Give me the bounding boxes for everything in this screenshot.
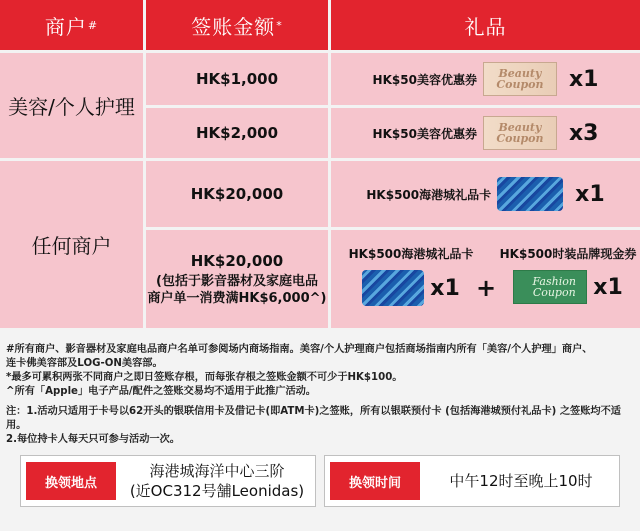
gift-card-icon [362,270,424,306]
redemption-location-label [26,462,116,500]
gift-row-4-a-label: HK$500海港城礼品卡 [348,247,474,261]
merchant-beauty-label: 美容/个人护理 [8,95,135,119]
terms-notes [6,343,634,447]
beauty-coupon-icon [483,116,557,150]
gift-row-1-qty: x1 [568,66,599,92]
gift-row-3-label: HK$500海港城礼品卡 [366,187,492,202]
note-5: 2.每位持卡人每天只可参与活动一次。 [6,434,180,445]
note-3: ^所有「Apple」电子产品/配件之签账交易均不适用于此推广活动。 [6,386,316,397]
gift-row-1-label: HK$50美容优惠券 [372,72,477,87]
amount-row-4-label: HK$20,000 [190,251,284,270]
fashion-coupon-icon [513,270,587,304]
amount-row-2 [146,108,328,158]
amount-row-2-label: HK$2,000 [195,124,279,142]
header-merchant-label: 商户 [44,14,87,39]
gift-row-3 [331,161,640,227]
redemption-location-label-text: 换领地点 [44,475,97,491]
merchant-any-label: 任何商户 [31,234,112,258]
amount-row-4-note-2: 商户单一消费满HK$6,000^) [147,290,327,306]
beauty-coupon-line2: Coupon [496,132,544,145]
beauty-coupon-icon [483,62,557,96]
gift-plus: + [476,274,497,302]
header-amount-label: 签账金额 [191,14,276,39]
gift-row-2-qty: x3 [568,120,599,146]
amount-row-1 [146,53,328,105]
note-2: *最多可累积两张不同商户之即日签账存根，而每张存根之签账金额不可少于HK$100。 [6,372,403,383]
redemption-time-value [422,455,620,507]
merchant-beauty [0,53,143,158]
beauty-coupon-line1: Beauty [498,67,542,80]
gift-row-4-b-label: HK$500时装品牌现金券 [499,247,637,261]
amount-row-3 [146,161,328,227]
beauty-coupon-line2: Coupon [496,78,544,91]
redemption-location-line1: 海港城海洋中心三阶 [149,462,285,480]
redemption-time-label [330,462,420,500]
amount-row-3-label: HK$20,000 [190,185,284,203]
beauty-coupon-line1: Beauty [498,121,542,134]
fashion-coupon-line1: Fashion [532,275,576,288]
redemption-location-value [118,455,316,507]
gift-row-2 [331,108,640,158]
amount-row-4-note-1: (包括于影音器材及家庭电品 [156,273,318,289]
header-merchant-mark: # [87,18,99,32]
header-merchant [0,0,143,50]
redemption-location-line2: (近OC312号舗Leonidas) [129,482,305,500]
gift-row-4 [331,230,640,328]
merchant-any [0,161,143,328]
redemption-time-text: 中午12时至晚上10时 [449,472,593,490]
fashion-coupon-line2: Coupon [532,286,576,299]
header-amount [146,0,328,50]
note-1b: 连卡佛美容部及LOG-ON美容部。 [6,358,163,369]
header-gift [331,0,640,50]
gift-row-3-qty: x1 [575,181,605,207]
header-amount-mark: * [276,18,283,32]
gift-row-4-a-qty: x1 [430,275,460,301]
gift-row-1 [331,53,640,105]
redemption-time-label-text: 换领时间 [348,475,401,491]
amount-row-1-label: HK$1,000 [195,70,279,88]
note-1: #所有商户、影音器材及家庭电品商户名单可参阅场内商场指南。美容/个人护理商户包括商场指南内所有「美容/个人护理」商户、 [6,344,593,355]
gift-row-2-label: HK$50美容优惠券 [372,126,477,141]
gift-card-icon [497,177,563,211]
note-4: 注：1.活动只适用于卡号以62开头的银联信用卡及借记卡(即ATM卡)之签账，所有以银联预付卡 (包括海港城预付礼品卡) 之签账均不适用。 [6,406,621,431]
amount-row-4 [146,230,328,328]
gift-row-4-b-qty: x1 [593,274,623,300]
header-gift-label: 礼品 [464,14,507,39]
